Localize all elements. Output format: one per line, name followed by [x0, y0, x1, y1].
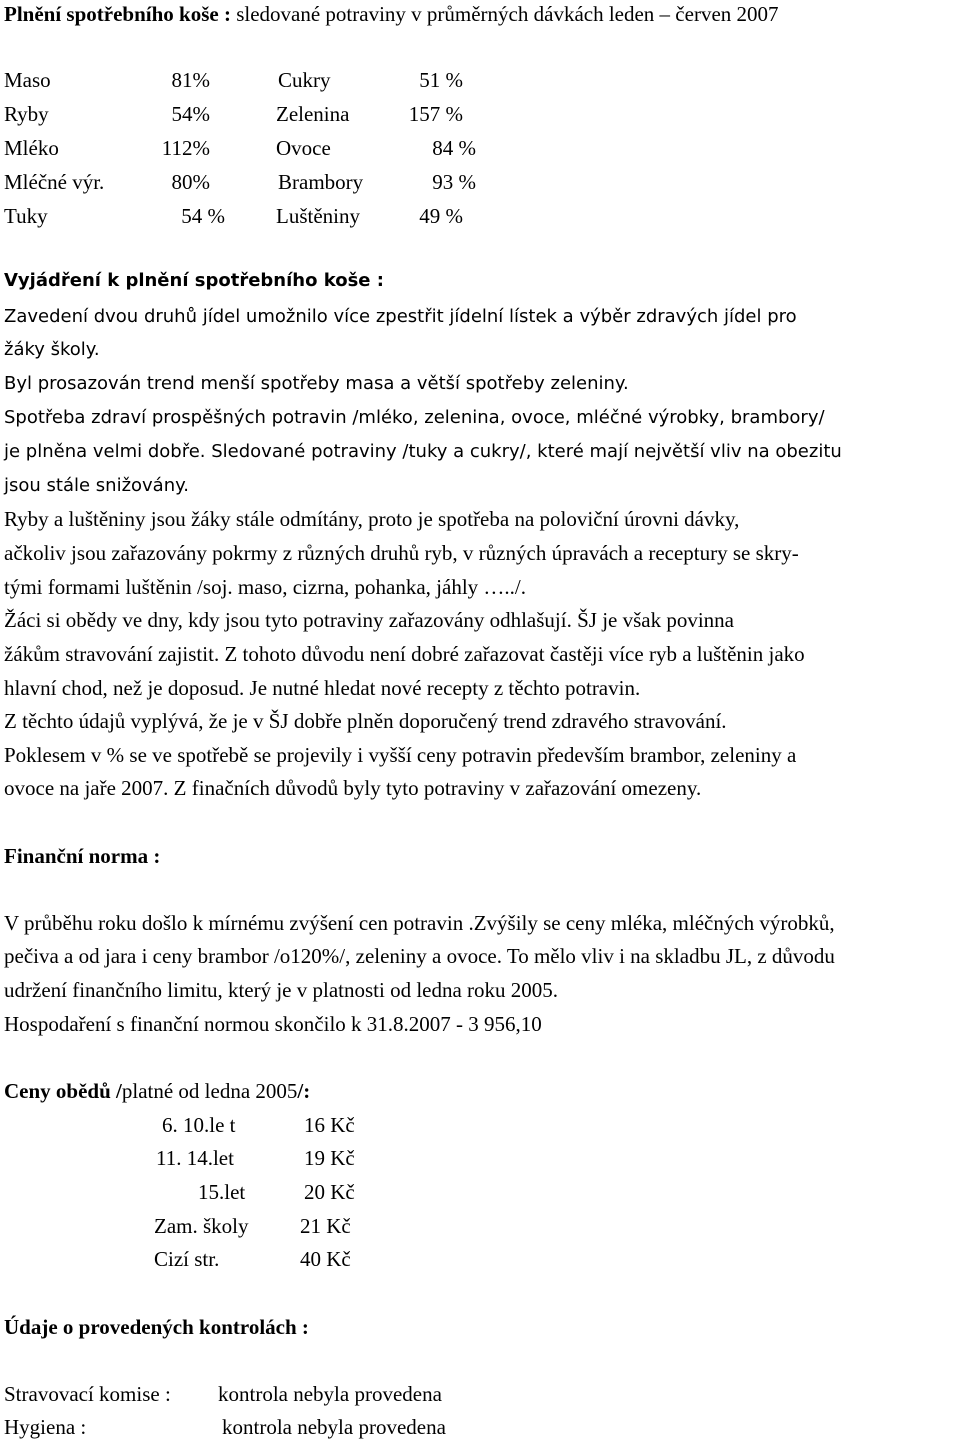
food-name: Ovoce — [276, 136, 331, 160]
statement-line: Spotřeba zdraví prospěšných potravin /mléko, zelenina, ovoce, mléčné výrobky, brambory/ — [4, 407, 825, 428]
finance-heading: Finanční norma : — [4, 844, 161, 868]
food-name: Brambory — [278, 170, 364, 194]
price-value: 16 Kč — [304, 1113, 355, 1137]
statement-line: hlavní chod, než je doposud. Je nutné hledat nové recepty z těchto potravin. — [4, 676, 641, 700]
inspection-value: kontrola nebyla provedena — [218, 1382, 442, 1406]
inspection-value: kontrola nebyla provedena — [222, 1415, 446, 1439]
price-group: 6. 10.le t — [162, 1113, 236, 1137]
prices-heading-end: /: — [297, 1079, 311, 1103]
statement-line: Poklesem v % se ve spotřebě se projevily i vyšší ceny potravin především brambor, zeleniny a — [4, 743, 797, 767]
food-name: Zelenina — [276, 102, 350, 126]
statement-line: žáky školy. — [4, 339, 100, 360]
prices-heading-bold: Ceny obědů / — [4, 1079, 122, 1103]
food-value: 54 % — [181, 204, 225, 228]
statement-line: ačkoliv jsou zařazovány pokrmy z různých druhů ryb, v různých úpravách a receptury se skry- — [4, 541, 799, 565]
statement-line: Žáci si obědy ve dny, kdy jsou tyto potraviny zařazovány odhlašují. ŠJ je však povinna — [4, 608, 734, 632]
statement-line: Zavedení dvou druhů jídel umožnilo více zpestřit jídelní lístek a výběr zdravých jídel pro — [4, 306, 797, 327]
statement-line: tými formami luštěnin /soj. maso, cizrna, pohanka, jáhly …../. — [4, 575, 526, 599]
food-name: Mléčné výr. — [4, 170, 105, 194]
statement-line: je plněna velmi dobře. Sledované potraviny /tuky a cukry/, které mají největší vliv na obezitu — [4, 441, 842, 462]
statement-line: žákům stravování zajistit. Z tohoto důvodu není dobré zařazovat častěji více ryb a luštěnin jako — [4, 642, 805, 666]
inspection-label: Hygiena : — [4, 1415, 87, 1439]
price-value: 19 Kč — [304, 1146, 355, 1170]
food-name: Maso — [4, 68, 51, 92]
statement-line: Byl prosazován trend menší spotřeby masa a větší spotřeby zeleniny. — [4, 373, 629, 394]
price-value: 21 Kč — [300, 1214, 351, 1238]
price-group: Zam. školy — [154, 1214, 249, 1238]
food-value: 49 % — [419, 204, 463, 228]
food-value: 80% — [171, 170, 210, 194]
price-value: 40 Kč — [300, 1247, 351, 1271]
food-value: 93 % — [432, 170, 476, 194]
food-name: Tuky — [4, 204, 48, 228]
price-group: 11. 14.let — [156, 1146, 234, 1170]
price-value: 20 Kč — [304, 1180, 355, 1204]
food-value: 84 % — [432, 136, 476, 160]
food-name: Mléko — [4, 136, 59, 160]
page-title — [4, 4, 779, 25]
prices-heading — [4, 1081, 310, 1102]
price-group: Cizí str. — [154, 1247, 220, 1271]
food-value: 54% — [171, 102, 210, 126]
finance-line: Hospodaření s finanční normou skončilo k 31.8.2007 - 3 956,10 — [4, 1012, 542, 1036]
food-value: 81% — [171, 68, 210, 92]
inspections-heading: Údaje o provedených kontrolách : — [4, 1315, 309, 1339]
statement-line: ovoce na jaře 2007. Z finačních důvodů byly tyto potraviny v zařazování omezeny. — [4, 776, 702, 800]
food-value: 157 % — [408, 102, 463, 126]
food-value: 51 % — [419, 68, 463, 92]
finance-line: udržení finančního limitu, který je v platnosti od ledna roku 2005. — [4, 978, 559, 1002]
statement-line: jsou stále snižovány. — [4, 475, 189, 496]
food-name: Ryby — [4, 102, 49, 126]
food-name: Luštěniny — [276, 204, 360, 228]
inspection-label: Stravovací komise : — [4, 1382, 171, 1406]
food-name: Cukry — [278, 68, 331, 92]
prices-heading-note: platné od ledna 2005 — [121, 1079, 298, 1103]
title-rest: sledované potraviny v průměrných dávkách leden – červen 2007 — [230, 2, 779, 26]
statement-line: Ryby a luštěniny jsou žáky stále odmítány, proto je spotřeba na poloviční úrovni dávky, — [4, 507, 740, 531]
finance-line: V průběhu roku došlo k mírnému zvýšení cen potravin .Zvýšily se ceny mléka, mléčných výrobků, — [4, 911, 835, 935]
finance-line: pečiva a od jara i ceny brambor /o120%/, zeleniny a ovoce. To mělo vliv i na skladbu JL, z důvodu — [4, 944, 835, 968]
food-value: 112% — [161, 136, 210, 160]
statement-heading: Vyjádření k plnění spotřebního koše : — [4, 270, 384, 291]
title-bold: Plnění spotřebního koše : — [4, 2, 231, 26]
statement-line: Z těchto údajů vyplývá, že je v ŠJ dobře plněn doporučený trend zdravého stravování. — [4, 709, 727, 733]
price-group: 15.let — [198, 1180, 246, 1204]
